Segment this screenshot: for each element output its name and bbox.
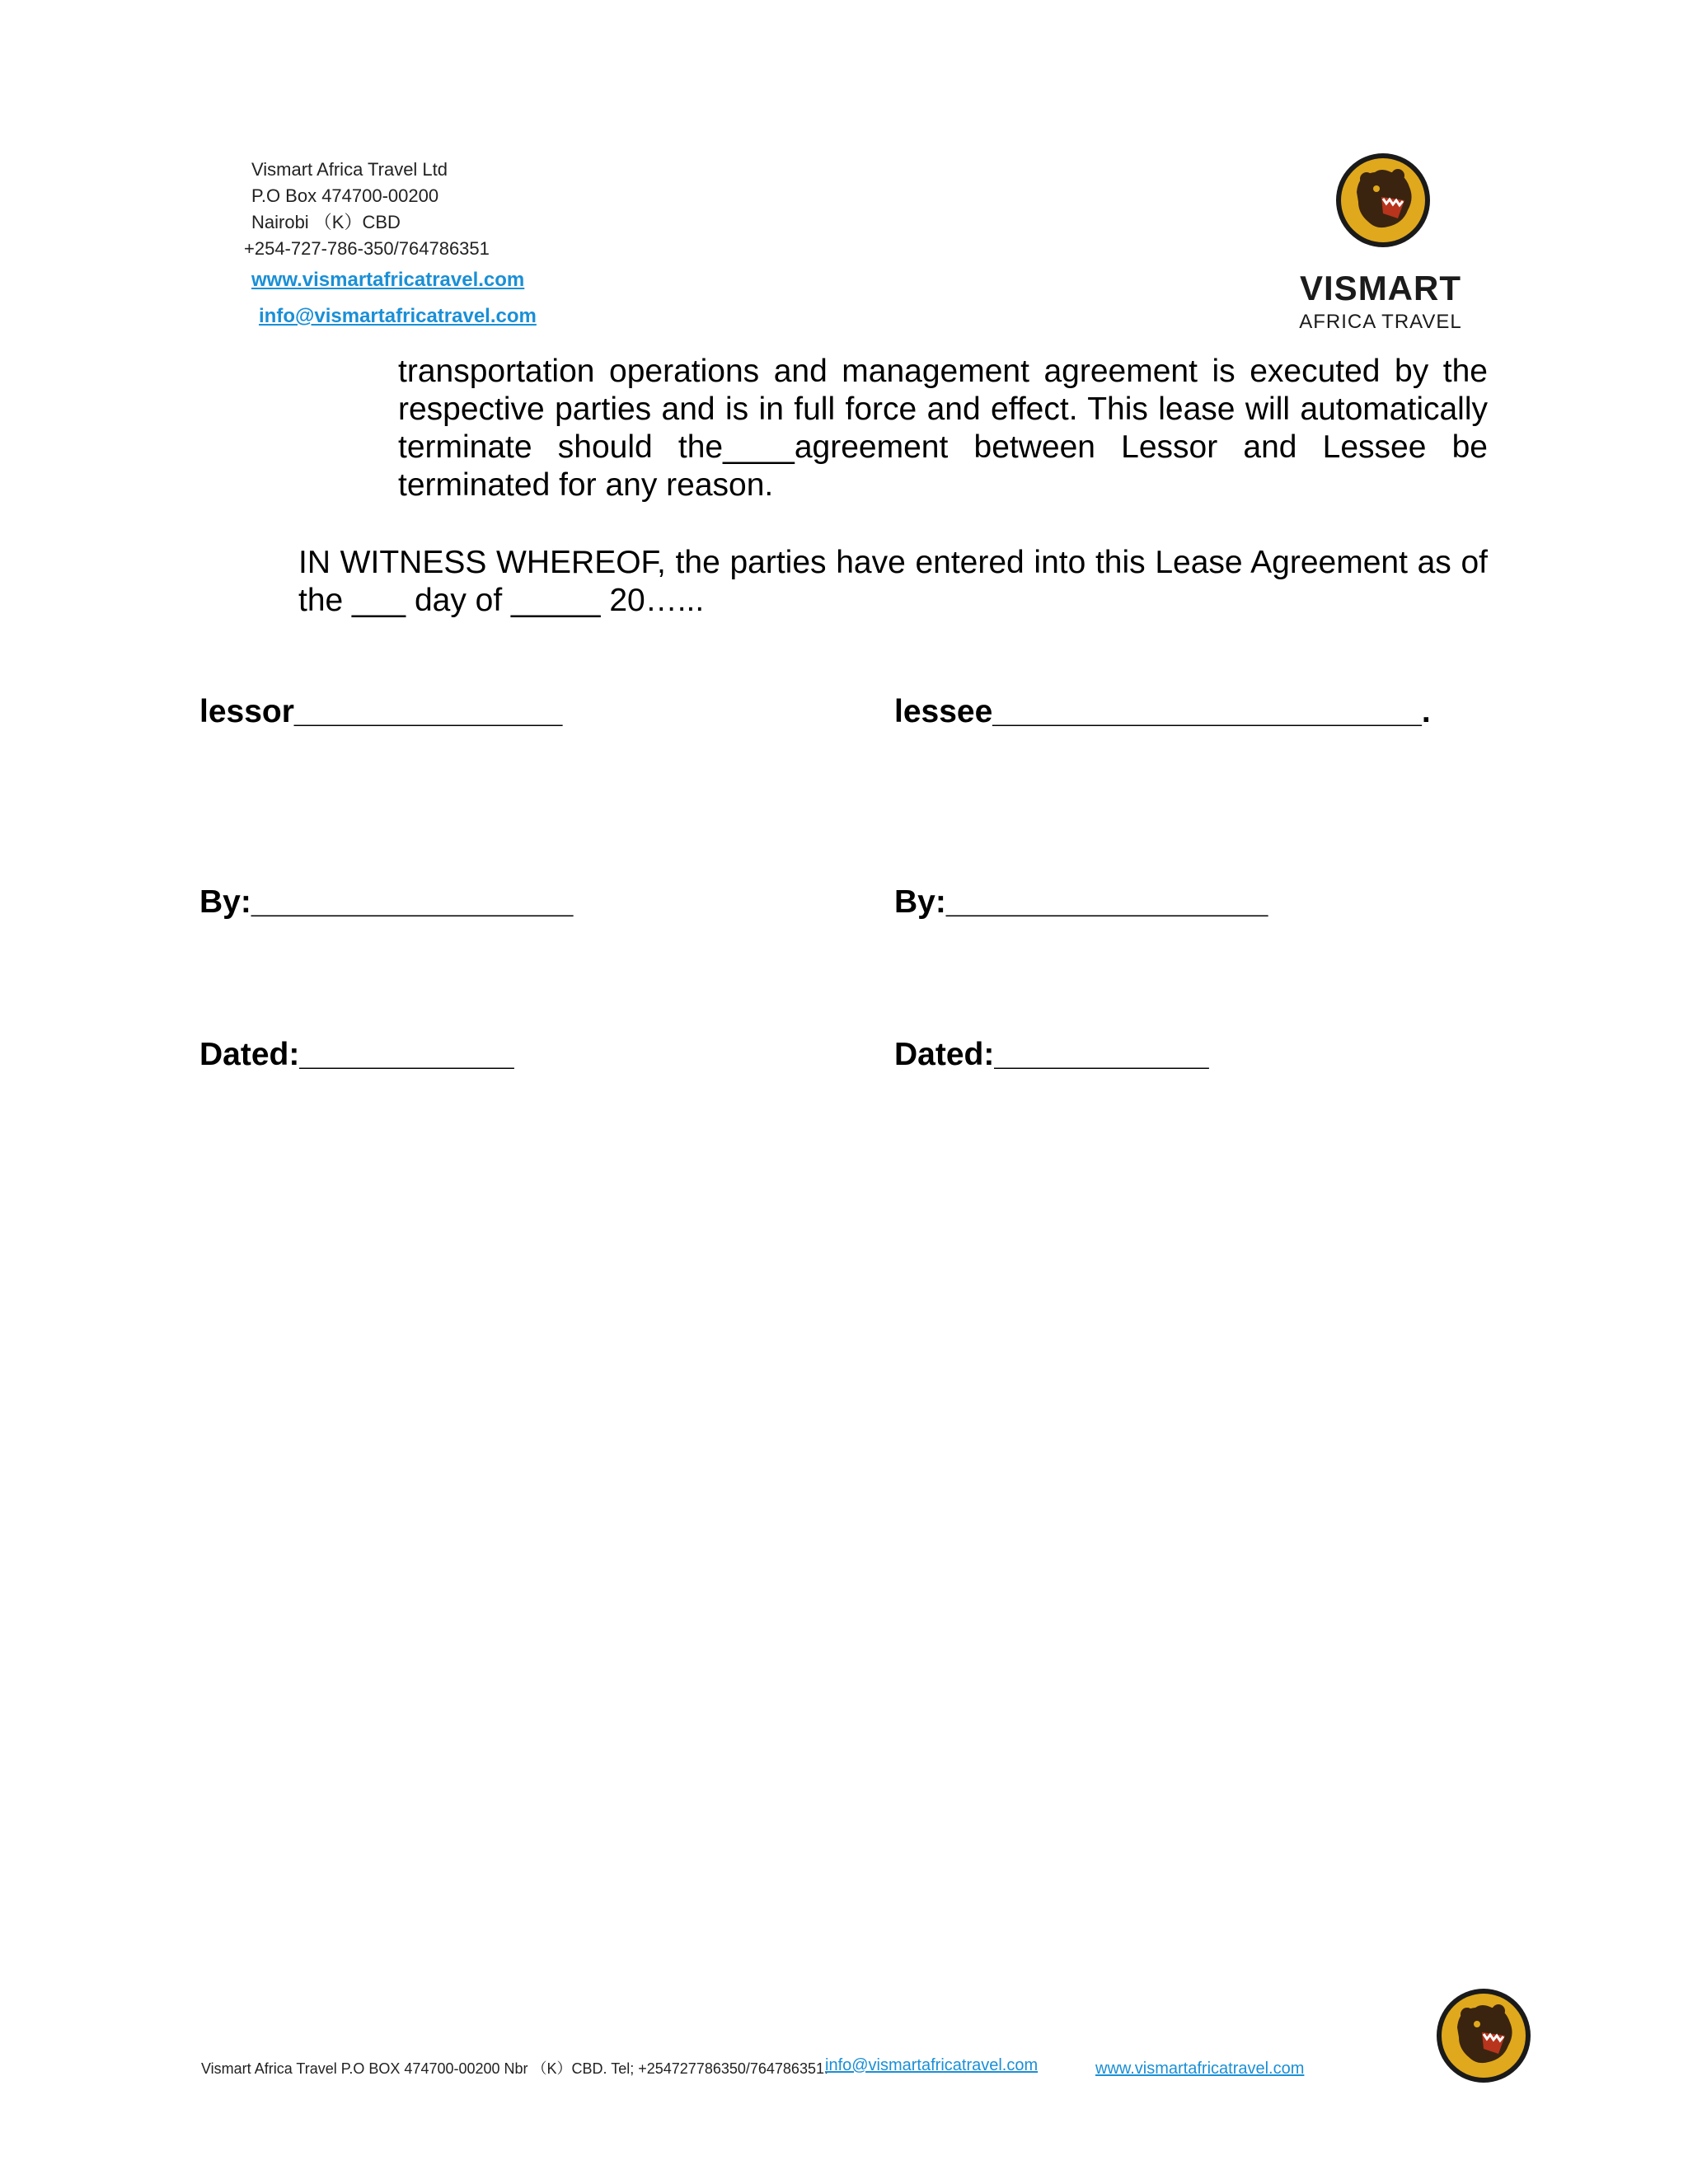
company-name: Vismart Africa Travel Ltd: [251, 159, 448, 180]
phone-number: +254-727-786-350/764786351: [244, 238, 490, 259]
agreement-paragraph: transportation operations and management agreement is executed by the respective parties and is in full force and effect. This lease will automatically terminate should the____agreement between Lessor and Lessee be terminated for any reason.: [398, 354, 1488, 503]
logo-subtitle: AFRICA TRAVEL: [1299, 311, 1462, 333]
website-link[interactable]: www.vismartafricatravel.com: [251, 269, 525, 291]
footer-website-link[interactable]: www.vismartafricatravel.com: [1095, 2060, 1305, 2078]
lessee-by-line[interactable]: By:__________________: [894, 884, 1268, 920]
bear-head-icon: [1334, 151, 1432, 254]
footer-email-link[interactable]: info@vismartafricatravel.com: [825, 2056, 1039, 2074]
city: Nairobi （K）CBD: [251, 212, 401, 232]
lessor-signature-line[interactable]: lessor_______________: [199, 694, 563, 729]
letterhead-address: [244, 157, 537, 335]
footer-bear-icon: [1434, 1986, 1533, 2089]
company-logo: [1273, 151, 1488, 336]
lessee-signature-line[interactable]: lessee________________________.: [894, 694, 1431, 729]
logo-name: VISMART: [1300, 269, 1461, 307]
witness-paragraph: IN WITNESS WHEREOF, the parties have entered into this Lease Agreement as of the ___ day of _____ 20…...: [298, 545, 1488, 618]
footer-address: Vismart Africa Travel P.O BOX 474700-00200 Nbr （K）CBD. Tel; +254727786350/764786351.: [201, 2060, 828, 2077]
lessee-dated-line[interactable]: Dated:____________: [894, 1037, 1209, 1072]
email-link[interactable]: info@vismartafricatravel.com: [259, 305, 537, 327]
lessor-dated-line[interactable]: Dated:____________: [199, 1037, 514, 1072]
po-box: P.O Box 474700-00200: [251, 185, 439, 206]
lessor-by-line[interactable]: By:__________________: [199, 884, 574, 920]
